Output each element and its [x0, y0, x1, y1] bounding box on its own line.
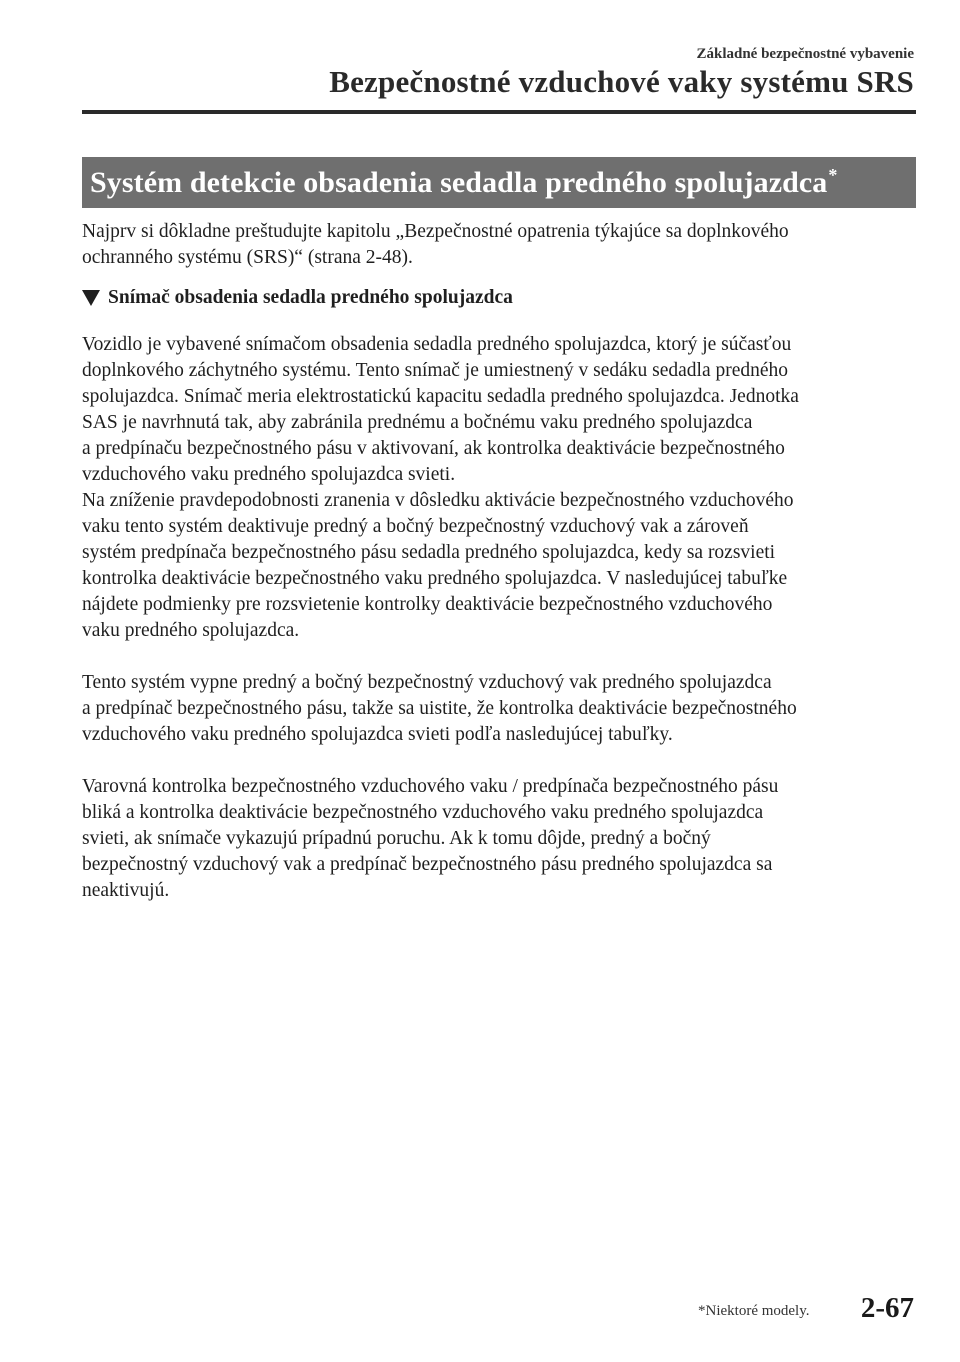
- text-line: neaktivujú.: [82, 880, 170, 901]
- text-line: bezpečnostný vzduchový vak a predpínač bezpečnostného pásu predného spolujazdca sa: [82, 854, 773, 875]
- paragraph-2: [82, 670, 916, 748]
- text-line: Na zníženie pravdepodobnosti zranenia v dôsledku aktivácie bezpečnostného vzduchového: [82, 490, 794, 511]
- text-line: kontrolka deaktivácie bezpečnostného vaku predného spolujazdca. V nasledujúcej tabuľke: [82, 568, 788, 589]
- triangle-marker-icon: [82, 290, 100, 306]
- text-line: vaku predného spolujazdca.: [82, 620, 300, 641]
- page-number: 2-67: [860, 1292, 914, 1324]
- text-line: vzduchového vaku predného spolujazdca svieti podľa nasledujúcej tabuľky.: [82, 724, 673, 745]
- section-title: [90, 165, 838, 200]
- header-divider: [82, 110, 916, 114]
- text-line: Najprv si dôkladne preštudujte kapitolu „Bezpečnostné opatrenia týkajúce sa doplnkového: [82, 221, 789, 242]
- footnote: *Niektoré modely.: [698, 1303, 810, 1319]
- text-line: bliká a kontrolka deaktivácie bezpečnostného vzduchového vaku predného spolujazdca: [82, 802, 764, 823]
- running-header-title: Bezpečnostné vzduchové vaky systému SRS: [329, 64, 914, 99]
- text-line: doplnkového záchytného systému. Tento snímač je umiestnený v sedáku sedadla predného: [82, 360, 789, 381]
- section-title-bar: [82, 157, 916, 208]
- text-line: SAS je navrhnutá tak, aby zabránila prednému a bočnému vaku predného spolujazdca: [82, 412, 753, 433]
- text-line: vzduchového vaku predného spolujazdca svieti.: [82, 464, 456, 485]
- text-line: nájdete podmienky pre rozsvietenie kontrolky deaktivácie bezpečnostného vzduchového: [82, 594, 773, 615]
- text-line: Tento systém vypne predný a bočný bezpečnostný vzduchový vak predného spolujazdca: [82, 672, 772, 693]
- paragraph-1: [82, 332, 916, 644]
- main-text: [82, 332, 916, 904]
- text-line: ochranného systému (SRS)“ (strana 2-48).: [82, 247, 413, 268]
- intro-paragraph: [82, 219, 916, 271]
- section-title-text: Systém detekcie obsadenia sedadla predného spolujazdca: [90, 166, 828, 199]
- subheading: [82, 287, 916, 309]
- text-line: spolujazdca. Snímač meria elektrostatickú kapacitu sedadla predného spolujazdca. Jednotka: [82, 386, 799, 407]
- text-line: a predpínač bezpečnostného pásu, takže sa uistite, že kontrolka deaktivácie bezpečnostného: [82, 698, 797, 719]
- text-line: svieti, ak snímače vykazujú prípadnú poruchu. Ak k tomu dôjde, predný a bočný: [82, 828, 711, 849]
- paragraph-gap: [82, 748, 916, 774]
- text-line: Varovná kontrolka bezpečnostného vzduchového vaku / predpínača bezpečnostného pásu: [82, 776, 779, 797]
- text-line: vaku tento systém deaktivuje predný a bočný bezpečnostný vzduchový vak a zároveň: [82, 516, 749, 537]
- text-line: a predpínaču bezpečnostného pásu v aktivovaní, ak kontrolka deaktivácie bezpečnostného: [82, 438, 785, 459]
- paragraph-3: [82, 774, 916, 904]
- section-title-asterisk: *: [828, 165, 838, 185]
- text-line: Vozidlo je vybavené snímačom obsadenia sedadla predného spolujazdca, ktorý je súčasťou: [82, 334, 792, 355]
- paragraph-gap: [82, 644, 916, 670]
- subheading-text: Snímač obsadenia sedadla predného spolujazdca: [108, 287, 513, 308]
- text-line: systém predpínača bezpečnostného pásu sedadla predného spolujazdca, kedy sa rozsvieti: [82, 542, 776, 563]
- running-header-chapter: Základné bezpečnostné vybavenie: [696, 46, 914, 62]
